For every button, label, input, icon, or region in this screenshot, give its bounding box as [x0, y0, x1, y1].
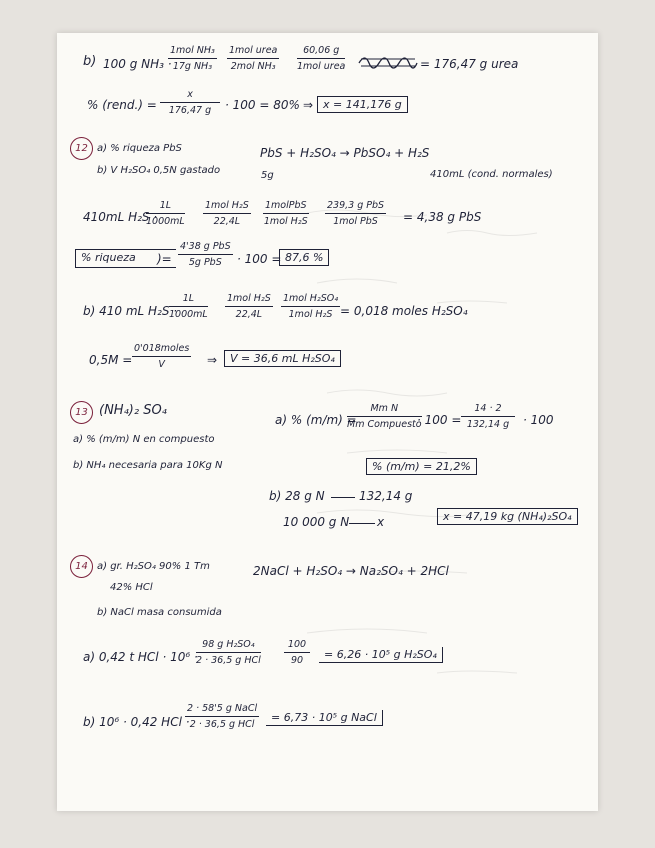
p12-calc1-factor3: [263, 200, 309, 228]
p11b-f1-num: 1mol NH₃: [168, 45, 217, 59]
p13-a-lhs: a) % (m/m) =: [275, 413, 357, 427]
p11b-f3-num: 60,06 g: [297, 45, 345, 59]
p11b-f2-num: 1mol urea: [227, 45, 279, 59]
p12-c1f1-num: 1L: [146, 200, 185, 214]
p11b-rend-mid: · 100 = 80%: [225, 98, 300, 112]
p11b-rend-arrow: ⇒: [303, 98, 314, 112]
crossed-out-scribble: [357, 51, 419, 73]
p13-b-line2-rhs: x: [377, 515, 385, 529]
p12-b-factor2: [225, 293, 273, 321]
bleed-through-strokes: [287, 193, 587, 713]
p11b-result: = 176,47 g urea: [420, 57, 519, 71]
p12-n-num: 0'018moles: [132, 343, 191, 357]
p11b-rend-lhs: % (rend.) =: [87, 98, 157, 112]
p12-riqueza-frac: [178, 241, 233, 269]
p12-volume: 410mL (cond. normales): [430, 169, 553, 180]
p11b-f2-den: 2mol NH₃: [230, 61, 276, 72]
p14-a-lhs: a) 0,42 t HCl · 10⁶ ·: [83, 650, 198, 664]
p12-calc1-factor1: [146, 200, 185, 228]
p12-c1f2-den: 22,4L: [213, 216, 241, 227]
p12-bf1-den: 1000mL: [169, 309, 208, 320]
p12-b-result: = 0,018 moles H₂SO₄: [340, 304, 468, 318]
p12-bf3-den: 1mol H₂S: [288, 309, 333, 320]
p12-normality-lhs: 0,5M =: [89, 353, 133, 367]
p11b-factor3: [297, 45, 345, 73]
p12-normality-frac: [132, 343, 191, 371]
p12-bf2-num: 1mol H₂S: [225, 293, 273, 307]
p13-a-tail: · 100: [523, 413, 554, 427]
p12-normality-arrow: ⇒: [207, 353, 218, 367]
p14-b-answer: = 6,73 · 10⁵ g NaCl: [266, 710, 383, 726]
p11b-f3-den: 1mol urea: [297, 61, 346, 72]
p12-calc1-result: = 4,38 g PbS: [403, 210, 482, 224]
p13-part-b: b) NH₄ necesaria para 10Kg N: [73, 460, 223, 471]
p12-bf3-num: 1mol H₂SO₄: [281, 293, 340, 307]
p13-compound: (NH₄)₂ SO₄: [99, 403, 167, 418]
p12-c1f3-num: 1molPbS: [263, 200, 309, 214]
p12-riq-num: 4'38 g PbS: [178, 241, 233, 255]
p12-riqueza-lhs: % riqueza: [81, 251, 136, 264]
p14-part-b: b) NaCl masa consumida: [97, 607, 222, 618]
p12-b-factor3: [281, 293, 340, 321]
p11b-factor1: [168, 45, 217, 73]
p11b-lhs: 100 g NH₃ ·: [103, 57, 172, 71]
p13-a-answer-box: % (m/m) = 21,2%: [366, 458, 477, 475]
p12-riqueza-answer-box: 87,6 %: [279, 249, 329, 266]
p13-a-mid: · 100 =: [417, 413, 462, 427]
p13-a-frac1: [347, 403, 422, 431]
p13-b-line2-lhs: 10 000 g N: [283, 515, 350, 529]
bleed-through-texture: [287, 193, 587, 713]
problem-14-number: 14: [70, 555, 93, 578]
p12-reaction: PbS + H₂SO₄ → PbSO₄ + H₂S: [260, 146, 430, 160]
p11b-f1-den: 17g NH₃: [172, 61, 213, 72]
p14-af2-den: 90: [290, 655, 304, 666]
p12-calc1-factor4: [325, 200, 386, 228]
p12-calc1-factor2: [203, 200, 251, 228]
p13-b-line1-lhs: b) 28 g N: [269, 489, 325, 503]
p14-bf1-den: 2 · 36,5 g HCl: [189, 719, 255, 730]
p13-af2-den: 132,14 g: [466, 419, 510, 430]
p14-af2-num: 100: [284, 639, 310, 653]
p13-af1-num: Mm N: [347, 403, 422, 417]
p12-riq-den: 5g PbS: [188, 257, 222, 268]
p14-a-answer: = 6,26 · 10⁵ g H₂SO₄: [319, 647, 443, 663]
p12-mass: 5g: [261, 170, 274, 181]
p12-c1f4-den: 1mol PbS: [333, 216, 378, 227]
p11b-rend-den: 176,47 g: [168, 105, 212, 116]
p14-a-factor1: [196, 639, 261, 667]
p12-bf2-den: 22,4L: [235, 309, 263, 320]
p11b-rend-frac: [160, 89, 220, 117]
p14-reaction: 2NaCl + H₂SO₄ → Na₂SO₄ + 2HCl: [253, 564, 449, 578]
p13-a-frac2: [461, 403, 515, 431]
p14-a-factor2: [284, 639, 310, 667]
p13-af2-num: 14 · 2: [461, 403, 515, 417]
p12-c1f3-den: 1mol H₂S: [263, 216, 308, 227]
p12-n-den: V: [158, 359, 165, 370]
p12-b-factor1: [169, 293, 208, 321]
p11b-rend-num: x: [160, 89, 220, 103]
p13-b-line2-dash: [349, 523, 375, 524]
p14-part-a-hcl: 42% HCl: [110, 582, 153, 593]
p13-b-line1-dash: [331, 497, 355, 498]
p12-c1f1-den: 1000mL: [146, 216, 185, 227]
p14-af1-den: 2 · 36,5 g HCl: [196, 655, 261, 666]
p12-c1f2-num: 1mol H₂S: [203, 200, 251, 214]
p13-b-line1-rhs: 132,14 g: [359, 489, 413, 503]
p12-b-lhs: b) 410 mL H₂S ·: [83, 304, 178, 318]
p13-b-answer-box: x = 47,19 kg (NH₄)₂SO₄: [437, 508, 578, 525]
p12-part-a: a) % riqueza PbS: [97, 143, 182, 154]
p14-part-a: a) gr. H₂SO₄ 90% 1 Tm: [97, 561, 210, 572]
p12-riqueza-equals: )=: [157, 252, 172, 266]
notebook-page: [57, 33, 598, 811]
p12-volume-answer-box: V = 36,6 mL H₂SO₄: [224, 350, 341, 367]
problem-13-number: 13: [70, 401, 93, 424]
p12-bf1-num: 1L: [169, 293, 208, 307]
p14-af1-num: 98 g H₂SO₄: [196, 639, 261, 653]
problem-12-number: 12: [70, 137, 93, 160]
p12-riqueza-mid: · 100 =: [237, 252, 282, 266]
p11b-label: b): [83, 54, 97, 69]
p11b-rend-answer-box: x = 141,176 g: [317, 96, 408, 113]
p11b-factor2: [227, 45, 279, 73]
p14-b-factor1: [185, 703, 259, 731]
p13-part-a: a) % (m/m) N en compuesto: [73, 434, 215, 445]
p13-af1-den: Mm Compuesto: [347, 419, 422, 430]
p12-c1f4-num: 239,3 g PbS: [325, 200, 386, 214]
p12-part-b: b) V H₂SO₄ 0,5N gastado: [97, 165, 221, 176]
p12-calc1-lhs: 410mL H₂S ·: [83, 210, 158, 224]
p14-bf1-num: 2 · 58'5 g NaCl: [185, 703, 259, 717]
p14-b-lhs: b) 10⁶ · 0,42 HCl ·: [83, 715, 190, 729]
